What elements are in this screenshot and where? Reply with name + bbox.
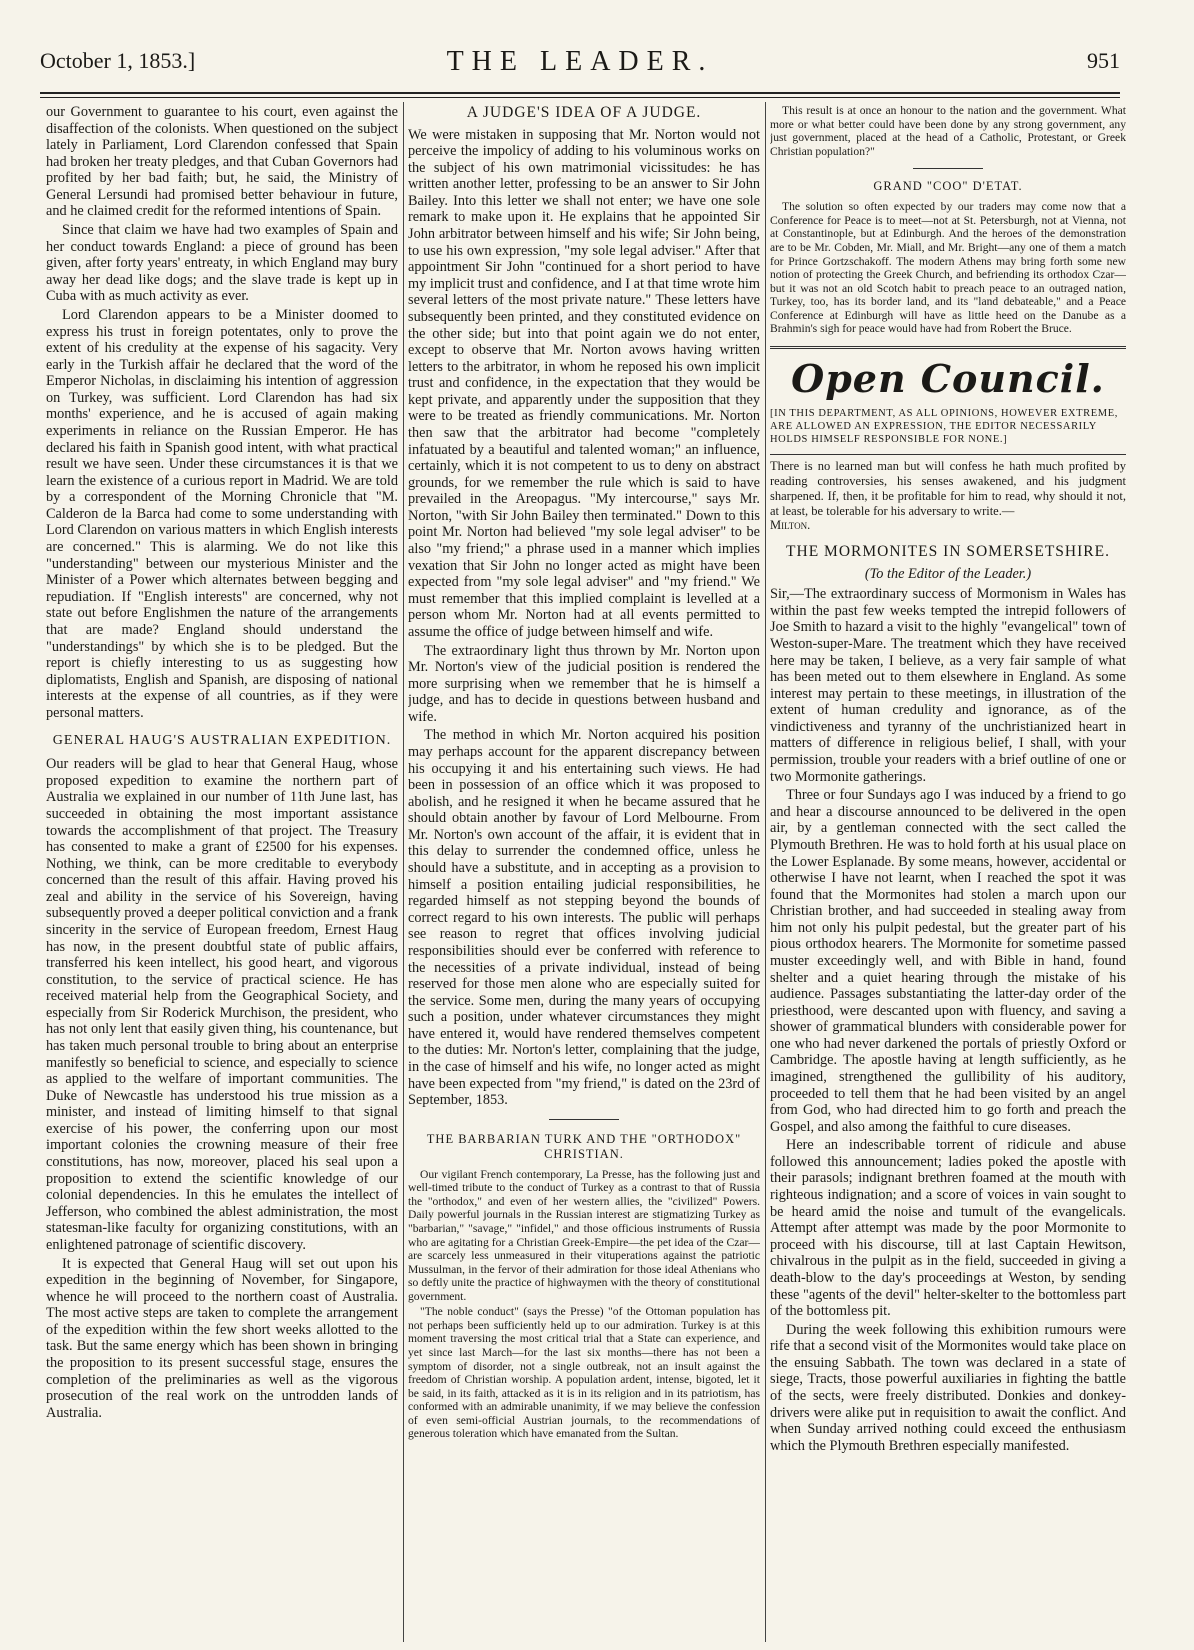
section-divider (913, 168, 983, 169)
col2-paragraph-1: We were mistaken in supposing that Mr. Norton would not perceive the impolicy of adding to his voluminous works on the subject of his own matrimonial vicissitudes: he has written another letter, professing to be an answer to Sir John Bailey. Into this letter we shall not enter; we have one sole remark to make upon it. He explains that he appointed Sir John arbitrator between himself and his wife; Sir John being, to use his own expression, "my sole legal adviser." After that appointment Sir John "continued for a short period to have my implicit trust and confidence, and I at that time wrote him several letters of the most private nature." These letters have subsequently been printed, and they constituted evidence on the other side; but into that point again we do not enter, except to observe that Mr. Norton avows having written letters to the arbitrator, in whom he reposed his own implicit trust and confidence, in the expectation that they would be kept private, and apparently under the supposition that they were to be treated as friendly communications. Mr. Norton then saw that the arbitrator had become "completely infatuated by a beautiful and talented woman;" an influence, certainly, which it is not competent to us to deny on abstract grounds, for we remember the rule which is said to have prevailed in the Areopagus. "My intercourse," says Mr. Norton, "with Sir John Bailey then terminated." Down to this point Mr. Norton had believed "my sole legal adviser" to be also "my friend;" a phrase used in a manner which implies vexation that Sir John no longer acted as might have been expected from "my sole legal adviser" and "my friend." We must remember that this implied complaint is levelled at a person whom Mr. Norton had at all events permitted to assume the office of judge between himself and wife. (408, 126, 760, 640)
quote-continuation (770, 104, 1126, 158)
col3-paragraph-2: Three or four Sundays ago I was induced by a friend to go and hear a discourse announced to be delivered in the open air, by a gentleman connected with the sect called the Plymouth Brethren. He was to hold forth at his usual place on the Lower Esplanade. By some means, however, accidental or otherwise I have not learnt, when I reached the spot it was found that the Mormonites had stolen a march upon our Christian brother, and had succeeded in stealing away from him not only his pulpit pedestal, but the greater part of his pious orthodox hearers. The Mormonite for sometime passed muster exceedingly well, and with Bible in hand, found shelter and a quiet hearing through the mistake of his audience. Passages substantiating the latter-day order of the priesthood, were descanted upon with fluency, and saving a shower of grammatical blunders with considerable power for one who had never darkened the portals of priestly Oxford or Cambridge. The apostle having at length sufficiently, as he imagined, strengthened the gullibility of his auditory, proceeded to tell them that he had been visited by an angel from God, who had directed him to go forth and preach the Gospel, and also among the faithful to cure diseases. (770, 787, 1126, 1135)
turk-article-heading: THE BARBARIAN TURK AND THE "ORTHODOX" CHRISTIAN. (426, 1131, 742, 1161)
col2-small-paragraph-2: "The noble conduct" (says the Presse) "of the Ottoman population has not perhaps been sufficiently held up to our admiration. Turkey is at this moment traversing the most critical trial that a State can experience, and yet since last March—for the last six months—there has not been a symptom of disorder, not a single outbreak, not an insult against the freedom of Christian worship. A population ardent, intense, bigoted, let it be said, in its faith, attacked as it is in its religion and in its patriotism, has conformed with an admirable unanimity, if we may believe the confession of even semi-official Austrian journals, to the recommendations of generous toleration which have emanated from the Sultan. (408, 1305, 760, 1441)
column-3 (770, 104, 1126, 1642)
column-divider-2 (765, 102, 766, 1642)
page-number: 951 (1087, 48, 1120, 73)
open-council-notice: [IN THIS DEPARTMENT, AS ALL OPINIONS, HOWEVER EXTREME, ARE ALLOWED AN EXPRESSION, THE EDITOR NECESSARILY HOLDS HIMSELF RESPONSIBLE FOR NONE.] (770, 407, 1118, 446)
col1-paragraph-5: It is expected that General Haug will set out upon his expedition in the beginning of November, for Singapore, whence he will proceed to the northern coast of Australia. The most active steps are taken to complete the arrangement of the expedition within the few short weeks allotted to the task. But the same energy which has been shown in bringing the proposition to its present successful stage, ensures the completion of the preliminaries as well as the vigorous prosecution of the real work on the untrodden lands of Australia. (46, 1255, 398, 1421)
col3-paragraph-3: Here an indescribable torrent of ridicule and abuse followed this announcement; ladies poked the apostle with their parasols; indignant brethren foamed at the mouth with righteous indignation; and a score of voices in vain sought to be heard amid the noise and tumult of the evangelicals. Attempt after attempt was made by the poor Mormonite to proceed with his discourse, till at last Captain Hewitson, chivalrous in the pulpit as in the field, succeeded in giving a death-blow to the day's proceedings at Weston, by sending these "agents of the devil" helter-skelter to the bottomless part of the bottomless pit. (770, 1137, 1126, 1320)
to-editor-line: (To the Editor of the Leader.) (864, 565, 1032, 582)
mormonites-heading: THE MORMONITES IN SOMERSETSHIRE. (786, 543, 1110, 561)
column-2 (408, 104, 760, 1642)
col3-paragraph-4: During the week following this exhibition rumours were rife that a second visit of the Mormonites would take place on the ensuing Sabbath. The town was declared in a state of siege, Tracts, those powerful auxiliaries in fighting the battle of the sects, were freely distributed. Donkies and donkey-drivers were alike put in requisition to await the conflict. And when Sunday arrived nothing could exceed the enthusiasm which the Plymouth Brethren especially manifested. (770, 1321, 1126, 1454)
masthead-title: THE LEADER. (446, 46, 714, 77)
quote-text: There is no learned man but will confess he hath much profited by reading controversies, his senses awakened, and his judgment sharpened. If, then, it be profitable for him to read, why should it not, at least, be tolerable for his adversary to write.— (770, 459, 1126, 518)
judge-article-heading: A JUDGE'S IDEA OF A JUDGE. (466, 104, 702, 121)
col1-paragraph-2: Since that claim we have had two examples of Spain and her conduct towards England: a piece of ground has been given, after forty years' entreaty, in which England may bury away her dead like dogs; and the slave trade is kept up in Cuba with as much activity as ever. (46, 222, 398, 305)
col3-quote-continued: This result is at once an honour to the nation and the government. What more or what better could have been done by any strong government, any just government, placed at the head of a Catholic, Protestant, or Greek Christian population?" (770, 104, 1126, 158)
turk-article-body (408, 1168, 760, 1441)
quote-author: Milton. (770, 518, 811, 533)
section-divider-double (770, 346, 1126, 349)
milton-quote (770, 454, 1126, 533)
column-divider-1 (403, 102, 404, 1642)
header-rule-thin (40, 97, 1120, 98)
coo-detat-heading: GRAND "COO" D'ETAT. (873, 179, 1023, 194)
col2-small-paragraph-1: Our vigilant French contemporary, La Presse, has the following just and well-timed tribute to the conduct of Turkey as a contrast to that of Russia the "orthodox," and even of her western allies, the "civilized" Powers. Daily powerful journals in the Russian interest are stigmatizing Turkey as "barbarian," "savage," "infidel," and those officious instruments of Russia who are agitating for a Christian Greek-Empire—the pet idea of the Czar—are scarcely less unmeasured in their vituperations against the patriotic Mussulman, in the fervor of their admiration for those ideal Athenians who so deftly unite the practice of highwaymen with the theory of constitutional government. (408, 1167, 760, 1303)
col2-paragraph-2: The extraordinary light thus thrown by Mr. Norton upon Mr. Norton's view of the judicial position is rendered the more surprising when we remember that he is himself a judge, and has to decide in questions between husband and wife. (408, 642, 760, 725)
col1-paragraph-4: Our readers will be glad to hear that General Haug, whose proposed expedition to examine the northern part of Australia we explained in our number of 11th June last, has succeeded in obtaining the most important assistance towards the accomplishment of that project. The Treasury has consented to make a grant of £2500 for his expenses. Nothing, we think, can be more creditable to everybody concerned than the result of this affair. Having proved his zeal and ability in the service of his Sovereign, having subsequently proved a deeper political conviction and a frank sincerity in the service of European freedom, Ernest Haug has now, in the present doubtful state of public affairs, transferred his keen intellect, his good heart, and vigorous constitution, to the service of practical science. He has received material help from the Geographical Society, and especially from Sir Roderick Murchison, the president, who has not only lent that easily given thing, his countenance, but has taken much personal trouble to bring about an enterprise manifestly so beneficial to science, and especially to science as applied to the welfare of important communities. The Duke of Newcastle has understood his true mission as a minister, and instead of limiting himself to that signal exercise of his power, the conferring upon our most important colonies the crowning measure of their free constitutions, has now, moreover, placed his seal upon a proposition to extend the scientific knowledge of our colonial dependencies. In this he emulates the intellect of Jefferson, who combined the ablest administration, the most statesman-like faculty for organizing constitutions, with an enlightened patronage of scientific discovery. (46, 756, 398, 1253)
coo-detat-body (770, 200, 1126, 336)
col3-paragraph-1: Sir,—The extraordinary success of Mormonism in Wales has within the past few weeks tempted the intrepid followers of Joe Smith to hazard a visit to the highly "evangelical" town of Weston-super-Mare. The treatment which they have received here may be taken, I believe, as a very fair sample of what has been meted out to them elsewhere in England. As some interest may pertain to these meetings, in illustration of the extent of human credulity and ignorance, as of the vindictiveness and tyranny of the unchristianized heart in matters of difference in religious belief, I shall, with your permission, trouble your readers with a brief outline of one or two Mormonite gatherings. (770, 586, 1126, 785)
header-rule (40, 92, 1120, 94)
issue-date: October 1, 1853.] (40, 48, 196, 73)
col2-paragraph-3: The method in which Mr. Norton acquired his position may perhaps account for the apparent discrepancy between his occupying it and his entertaining such views. He had been in possession of an office which it was proposed to abolish, and he resigned it when he became assured that he should obtain another by favour of Lord Melbourne. From Mr. Norton's own account of the affair, it is evident that in this delay to surrender the condemned office, unless he should have a substitute, and in accepting as a provision to himself a position entailing judicial responsibilities, he regarded himself as not stepping beyond the bounds of correct regard to his own interests. The public will perhaps see reason to regret that offices involving judicial responsibilities should ever be conferred with reference to the necessities of a private individual, instead of being reserved for those men alone who are especially suited for the service. Some men, during the many years of occupying such a position, under whatever circumstances they might have entered it, would have rendered themselves competent to the duties: Mr. Norton's letter, complaining that the judge, in the case of himself and his wife, no longer acted as might have been expected from "my friend," is dated on the 23rd of September, 1853. (408, 727, 760, 1109)
col1-paragraph-3: Lord Clarendon appears to be a Minister doomed to express his trust in foreign potentates, only to prove the extent of his credulity at the expense of his sagacity. Very early in the Turkish affair he declared that the word of the Emperor Nicholas, in disclaiming his intention of aggression on Turkey, was sufficient. Lord Clarendon has had six months' experience, and he is accused of again making experiments in reliance on the Russian Emperor. He has declared his faith in Spanish good intent, with what practical result we have seen. Under these circumstances it is that we learn the existence of a curious report in Madrid. We are told by a correspondent of the Morning Chronicle that "M. Calderon de la Barca had come to some understanding with Lord Clarendon on various matters in which English interests are concerned." This is alarming. We do not like this "understanding" between our mysterious Minister and the Minister of a Power which alternates between begging and repudiation. If "English interests" are concerned, why not state out before Englishmen the nature of the arrangements that are made? England should understand the "understandings" by which she is to be pledged. But the report is chiefly interesting to us as suggesting how diplomatists, English and Spanish, are disposing of national interests at the expense of all countries, as if they were personal matters. (46, 306, 398, 721)
col3-small-paragraph-1: The solution so often expected by our traders may come now that a Conference for Peace is to meet—not at St. Petersburgh, not at Vienna, not at Constantinople, but at Edinburgh. And the heroes of the demonstration are to be Mr. Cobden, Mr. Miall, and Mr. Bright—any one of them a match for Prince Gortzschakoff. The modern Athens may bring forth some new notion of protecting the Greek Church, and befriending its orthodox Czar—but it was not an old Scotch habit to preach peace to an outraged nation, Turkey, too, has its border land, and its "land debateable," and a Peace Conference at Edinburgh will have as little heed on the Danube as a Brahmin's sigh for peace would have had from Robert the Bruce. (770, 200, 1126, 336)
section-divider (549, 1119, 619, 1120)
haug-expedition-heading: GENERAL HAUG'S AUSTRALIAN EXPEDITION. (52, 733, 392, 749)
open-council-title: Open Council. (791, 355, 1105, 401)
col1-paragraph-1: our Government to guarantee to his court, even against the disaffection of the colonists. When questioned on the subject lately in Parliament, Lord Clarendon confessed that Spain had broken her treaty pledges, and that Cuban Governors had profited by her bad faith; but, he said, the Ministry of General Lersundi had promised better behaviour in future, and he claimed credit for the reformed intentions of Spain. (46, 104, 398, 220)
page-header (40, 48, 1120, 86)
column-1 (46, 104, 398, 1642)
